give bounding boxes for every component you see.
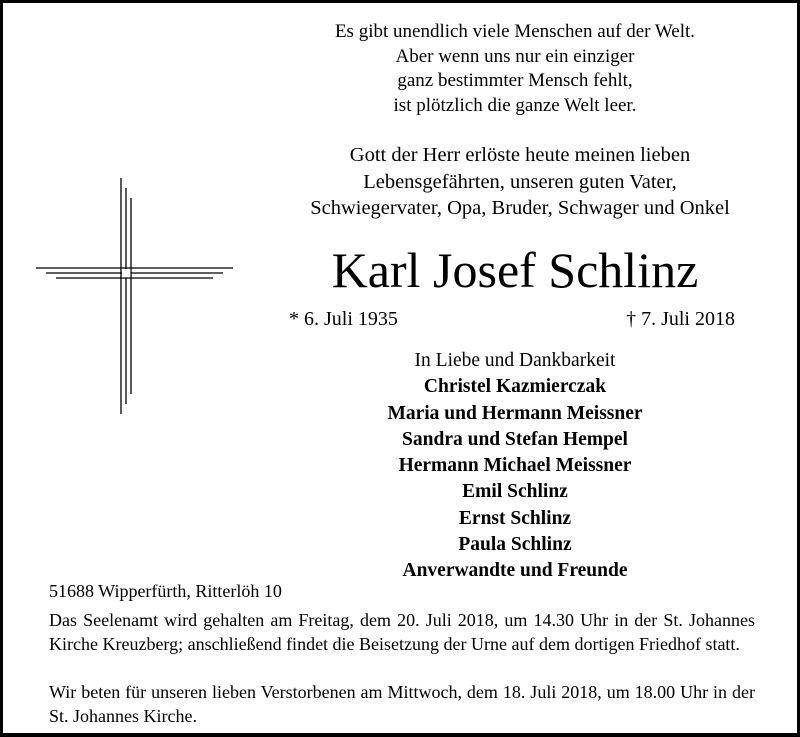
service-notice: Das Seelenamt wird gehalten am Freitag, dem 20. Juli 2018, um 14.30 Uhr in der St. Johannes Kirche Kreuzberg; anschließend findet die Beisetzung der Urne auf dem dortigen Friedhof statt. [49,610,755,654]
announcement-intro [240,142,800,222]
life-dates [289,306,735,332]
mourners-list [300,348,730,585]
mourner-name: Emil Schlinz [462,481,568,503]
deceased-name: Karl Josef Schlinz [331,242,699,298]
mourners-intro: In Liebe und Dankbarkeit [414,350,616,371]
cross-icon [36,178,236,414]
intro-line: Schwiegervater, Opa, Bruder, Schwager und Onkel [310,197,730,219]
mourner-name: Anverwandte und Freunde [402,560,628,582]
mourner-name: Ernst Schlinz [458,507,572,529]
quote-line: ganz bestimmter Mensch fehlt, [397,70,633,91]
mourner-name: Maria und Hermann Meissner [387,402,643,424]
quote-line: ist plötzlich die ganze Welt leer. [393,94,637,116]
death-date: † 7. Juli 2018 [626,308,735,330]
prayer-notice: Wir beten für unseren lieben Verstorbenen am Mittwoch, dem 18. Juli 2018, um 18.00 Uhr in der St. Johannes Kirche. [49,682,755,726]
mourner-name: Hermann Michael Meissner [398,455,632,477]
intro-line: Gott der Herr erlöste heute meinen lieben [349,144,691,166]
mourner-name: Christel Kazmierczak [423,376,607,398]
quote-line: Es gibt unendlich viele Menschen auf der Welt. [334,21,696,42]
mourner-name: Paula Schlinz [458,534,572,556]
family-address: 51688 Wipperfürth, Ritterlöh 10 [49,581,282,601]
intro-line: Lebensgefährten, unseren guten Vater, [363,170,677,193]
quote-line: Aber wenn uns nur ein einziger [395,45,635,67]
birth-date: * 6. Juli 1935 [289,308,398,330]
mourner-name: Sandra und Stefan Hempel [402,428,628,450]
memorial-quote [300,20,730,118]
